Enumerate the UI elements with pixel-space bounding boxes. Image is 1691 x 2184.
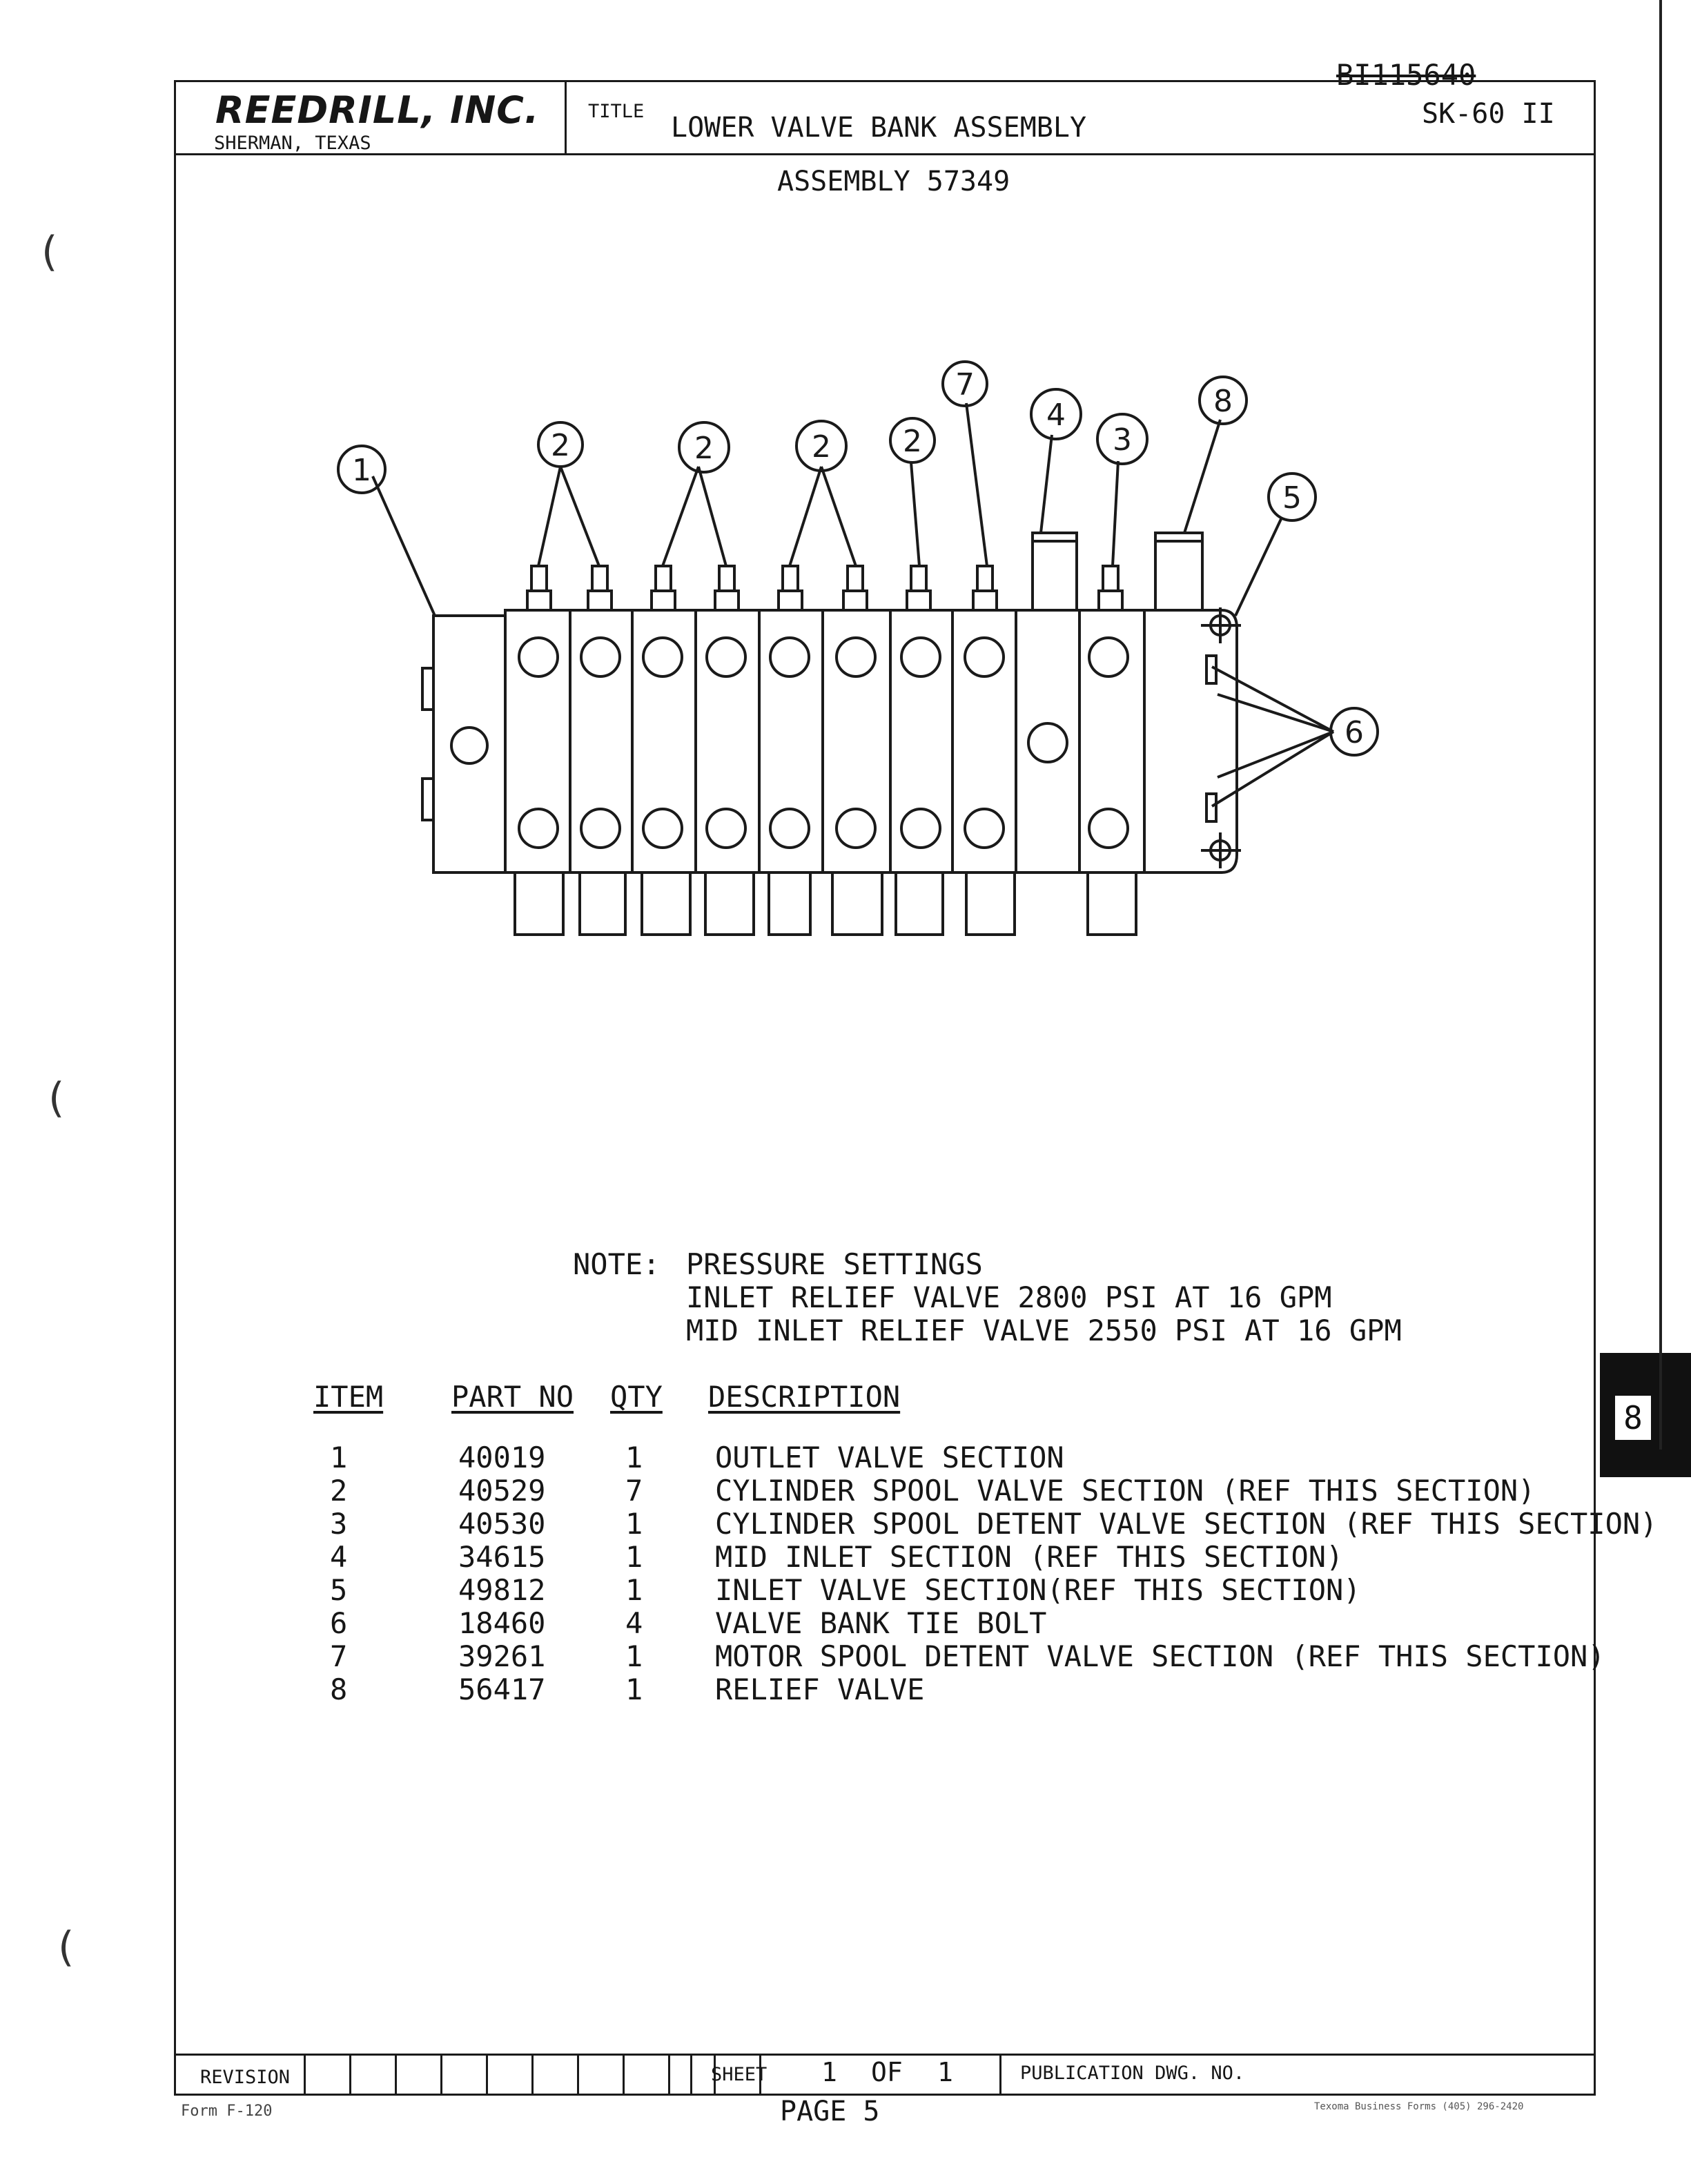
item-cell: 2	[330, 1474, 348, 1508]
callout-label: 7	[955, 367, 975, 402]
desc-cell: MID INLET SECTION (REF THIS SECTION)	[715, 1540, 1344, 1574]
callout-label: 2	[812, 429, 831, 465]
callout-label: 5	[1282, 480, 1302, 516]
part-cell: 34615	[458, 1540, 546, 1574]
qty-cell: 1	[625, 1441, 643, 1474]
binder-hole-mark: (	[58, 1923, 75, 1971]
desc-cell: CYLINDER SPOOL VALVE SECTION (REF THIS SECTION)	[715, 1474, 1536, 1508]
header-divider	[174, 153, 1596, 155]
binder-hole-mark: (	[41, 228, 58, 276]
callout-label: 1	[352, 453, 371, 488]
table-row	[313, 1474, 1657, 1508]
desc-cell: RELIEF VALVE	[715, 1673, 925, 1706]
qty-cell: 7	[625, 1474, 643, 1508]
table-row	[313, 1640, 1657, 1673]
spool-section	[505, 610, 570, 872]
item-cell: 8	[330, 1673, 348, 1706]
header-qty: QTY	[610, 1380, 663, 1414]
spool-section	[823, 610, 890, 872]
spool-section	[696, 610, 759, 872]
sheet-divider	[690, 2054, 692, 2096]
sheet-number: 1	[821, 2057, 837, 2087]
outlet-section	[433, 616, 505, 872]
spool-section	[759, 610, 823, 872]
spool-section	[890, 610, 952, 872]
section-tab	[1600, 1353, 1691, 1477]
table-row	[313, 1574, 1657, 1607]
callout-label: 6	[1345, 715, 1364, 750]
callout-label: 4	[1046, 398, 1066, 433]
publication-divider	[999, 2054, 1001, 2096]
header-item: ITEM	[313, 1380, 384, 1414]
desc-cell: INLET VALVE SECTION(REF THIS SECTION)	[715, 1573, 1361, 1607]
relief-valve	[1155, 533, 1202, 610]
qty-cell: 1	[625, 1673, 643, 1706]
spool-section	[952, 610, 1016, 872]
mid-inlet-section	[1016, 610, 1079, 872]
note-line: PRESSURE SETTINGS	[686, 1247, 983, 1281]
desc-cell: OUTLET VALVE SECTION	[715, 1441, 1064, 1474]
printer-imprint: Texoma Business Forms (405) 296-2420	[1314, 2101, 1524, 2112]
publication-label: PUBLICATION DWG. NO.	[1020, 2063, 1245, 2084]
assembly-number: ASSEMBLY 57349	[777, 166, 1010, 197]
sheet-label: SHEET	[711, 2064, 768, 2085]
qty-cell: 4	[625, 1606, 643, 1640]
spool-section	[632, 610, 696, 872]
valve-bank-diagram	[311, 359, 1401, 980]
spool-section	[570, 610, 632, 872]
item-cell: 5	[330, 1573, 348, 1607]
of-label: OF	[871, 2057, 903, 2087]
part-cell: 39261	[458, 1639, 546, 1673]
desc-cell: CYLINDER SPOOL DETENT VALVE SECTION (REF THIS SECTION)	[715, 1507, 1658, 1541]
company-location: SHERMAN, TEXAS	[214, 133, 371, 154]
note-label: NOTE:	[573, 1247, 661, 1281]
part-cell: 40019	[458, 1441, 546, 1474]
item-cell: 7	[330, 1639, 348, 1673]
note-block	[686, 1248, 1402, 1347]
section-tab-label: 8	[1614, 1394, 1652, 1441]
form-number: Form F-120	[181, 2103, 273, 2120]
desc-cell: VALVE BANK TIE BOLT	[715, 1606, 1047, 1640]
qty-cell: 1	[625, 1507, 643, 1541]
item-cell: 1	[330, 1441, 348, 1474]
page-number: PAGE 5	[780, 2096, 880, 2127]
qty-cell: 1	[625, 1573, 643, 1607]
desc-cell: MOTOR SPOOL DETENT VALVE SECTION (REF THIS SECTION)	[715, 1639, 1605, 1673]
callout-label: 2	[551, 428, 570, 463]
header-description: DESCRIPTION	[708, 1380, 901, 1414]
callout-label: 2	[694, 431, 714, 466]
qty-cell: 1	[625, 1540, 643, 1574]
title-label: TITLE	[588, 101, 645, 122]
item-cell: 6	[330, 1606, 348, 1640]
model-number: SK-60 II	[1422, 98, 1555, 130]
table-row	[313, 1673, 1657, 1706]
binder-hole-mark: (	[48, 1074, 65, 1122]
part-cell: 49812	[458, 1573, 546, 1607]
title-divider	[565, 80, 567, 153]
header-part-no: PART NO	[451, 1380, 574, 1414]
right-edge-line	[1659, 0, 1662, 1450]
part-cell: 40530	[458, 1507, 546, 1541]
item-cell: 4	[330, 1540, 348, 1574]
document-number: BI115640	[1336, 58, 1476, 92]
parts-table	[313, 1381, 1657, 1706]
table-row	[313, 1607, 1657, 1640]
callout-label: 3	[1113, 422, 1132, 458]
note-line: INLET RELIEF VALVE 2800 PSI AT 16 GPM	[686, 1280, 1332, 1314]
part-cell: 18460	[458, 1606, 546, 1640]
table-row	[313, 1508, 1657, 1541]
table-header	[313, 1381, 1657, 1414]
drawing-title: LOWER VALVE BANK ASSEMBLY	[671, 112, 1087, 144]
qty-cell: 1	[625, 1639, 643, 1673]
callout-label: 2	[903, 424, 922, 459]
company-name: REEDRILL, INC.	[215, 88, 540, 132]
part-cell: 40529	[458, 1474, 546, 1508]
revision-label: REVISION	[200, 2067, 291, 2088]
table-row	[313, 1441, 1657, 1474]
table-row	[313, 1541, 1657, 1574]
sheet-total: 1	[937, 2057, 953, 2087]
item-cell: 3	[330, 1507, 348, 1541]
callout-label: 8	[1213, 384, 1233, 419]
inlet-section	[1144, 610, 1237, 872]
part-cell: 56417	[458, 1673, 546, 1706]
note-line: MID INLET RELIEF VALVE 2550 PSI AT 16 GPM	[686, 1314, 1402, 1347]
mid-inlet-relief-valve	[1033, 533, 1077, 610]
